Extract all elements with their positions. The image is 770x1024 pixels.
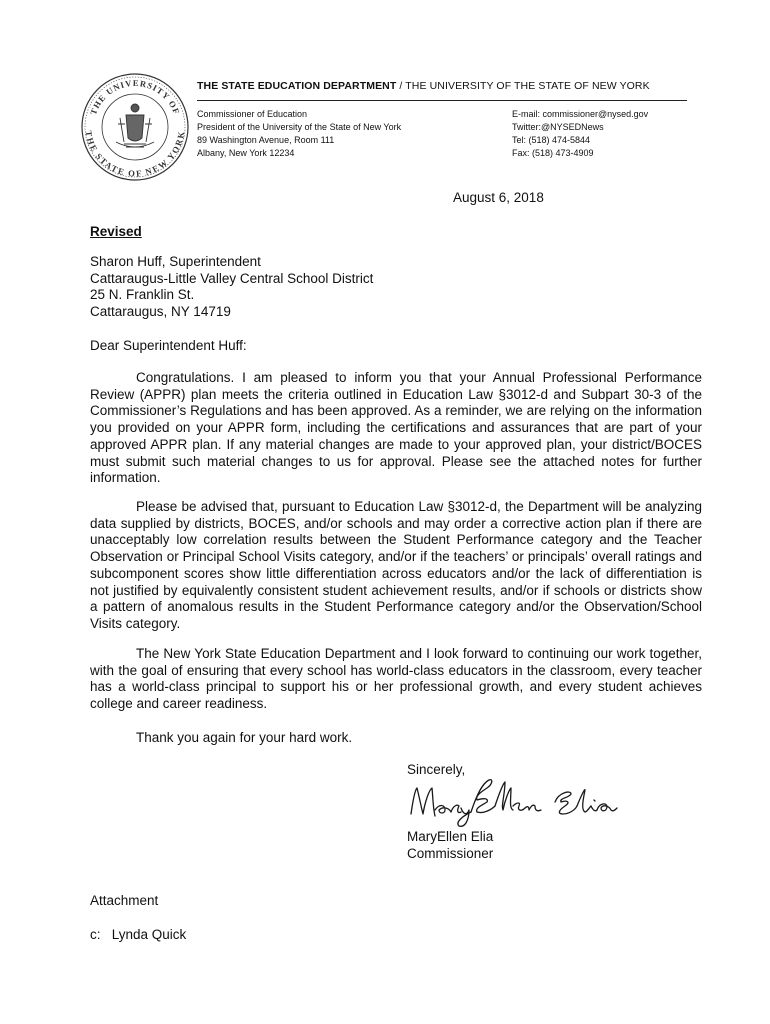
recipient-line: Cattaraugus, NY 14719 bbox=[90, 304, 231, 320]
letter-date: August 6, 2018 bbox=[453, 190, 544, 205]
recipient-line: Sharon Huff, Superintendent bbox=[90, 254, 261, 269]
letterhead-divider bbox=[197, 100, 687, 101]
contact-fax: Fax: (518) 473-4909 bbox=[512, 148, 594, 158]
seal-emblem bbox=[116, 104, 154, 147]
contact-tel: Tel: (518) 474-5844 bbox=[512, 135, 591, 145]
signer-title: Commissioner bbox=[407, 846, 494, 861]
state-seal-logo bbox=[80, 72, 190, 182]
address-line: President of the University of the State of New York bbox=[197, 122, 402, 132]
address-line: Albany, New York 12234 bbox=[197, 148, 295, 158]
cc-line: c: Lynda Quick bbox=[90, 927, 187, 942]
address-line: Commissioner of Education bbox=[197, 109, 308, 119]
closing: Sincerely, bbox=[407, 762, 466, 777]
contact-twitter: Twitter:@NYSEDNews bbox=[512, 122, 604, 132]
seal-text-top: THE UNIVERSITY OF bbox=[88, 77, 182, 117]
signer-block bbox=[407, 828, 493, 862]
university-name: THE UNIVERSITY OF THE STATE OF NEW YORK bbox=[405, 80, 650, 92]
commissioner-address-block bbox=[197, 108, 401, 160]
recipient-address bbox=[90, 254, 373, 321]
department-name: THE STATE EDUCATION DEPARTMENT bbox=[197, 80, 397, 92]
title-separator: / bbox=[396, 80, 406, 92]
seal-text-bottom: THE STATE OF NEW YORK bbox=[83, 130, 187, 179]
salutation: Dear Superintendent Huff: bbox=[90, 338, 247, 353]
address-line: 89 Washington Avenue, Room 111 bbox=[197, 135, 335, 145]
contact-block bbox=[512, 108, 648, 160]
signer-name: MaryEllen Elia bbox=[407, 829, 494, 844]
attachment-note: Attachment bbox=[90, 893, 159, 908]
letterhead-title bbox=[197, 80, 650, 92]
thanks-line: Thank you again for your hard work. bbox=[136, 730, 353, 745]
body-paragraph-3: The New York State Education Department and I look forward to continuing our work together, with the goal of ensuring that every school has world-class educators in the classroom, every teacher has a world-class principal to support his or her professional growth, and every student achieves college and career readiness. bbox=[90, 646, 702, 712]
recipient-line: Cattaraugus-Little Valley Central School District bbox=[90, 270, 374, 286]
body-paragraph-1: Congratulations. I am pleased to inform you that your Annual Professional Performance Review (APPR) plan meets the criteria outlined in Education Law §3012-d and Subpart 30-3 of the Commissioner’s Regulations and has been approved. As a reminder, we are relying on the information you provided on your APPR form, including the certifications and assurances that are part of your approved APPR plan. If any material changes are made to your approved plan, your district/BOCES must submit such material changes to us for approval. Please see the attached notes for further information. bbox=[90, 370, 702, 486]
body-paragraph-2: Please be advised that, pursuant to Education Law §3012-d, the Department will be analyzing data supplied by districts, BOCES, and/or schools and may order a corrective action plan if there are unacceptably low correlation results between the Student Performance category and the Teacher Observation or Principal School Visits category, and/or if the teachers’ or principals’ overall ratings and subcomponent scores show little differentiation across educators and/or the lack of differentiation is not justified by equivalently consistent student achievement results, and/or if schools or districts show a pattern of anomalous results in the Student Performance category and/or the Observation/School Visits category. bbox=[90, 499, 702, 631]
recipient-line: 25 N. Franklin St. bbox=[90, 287, 195, 303]
revised-heading: Revised bbox=[90, 224, 142, 239]
handwritten-signature bbox=[405, 770, 620, 830]
contact-email: E-mail: commissioner@nysed.gov bbox=[512, 109, 649, 119]
